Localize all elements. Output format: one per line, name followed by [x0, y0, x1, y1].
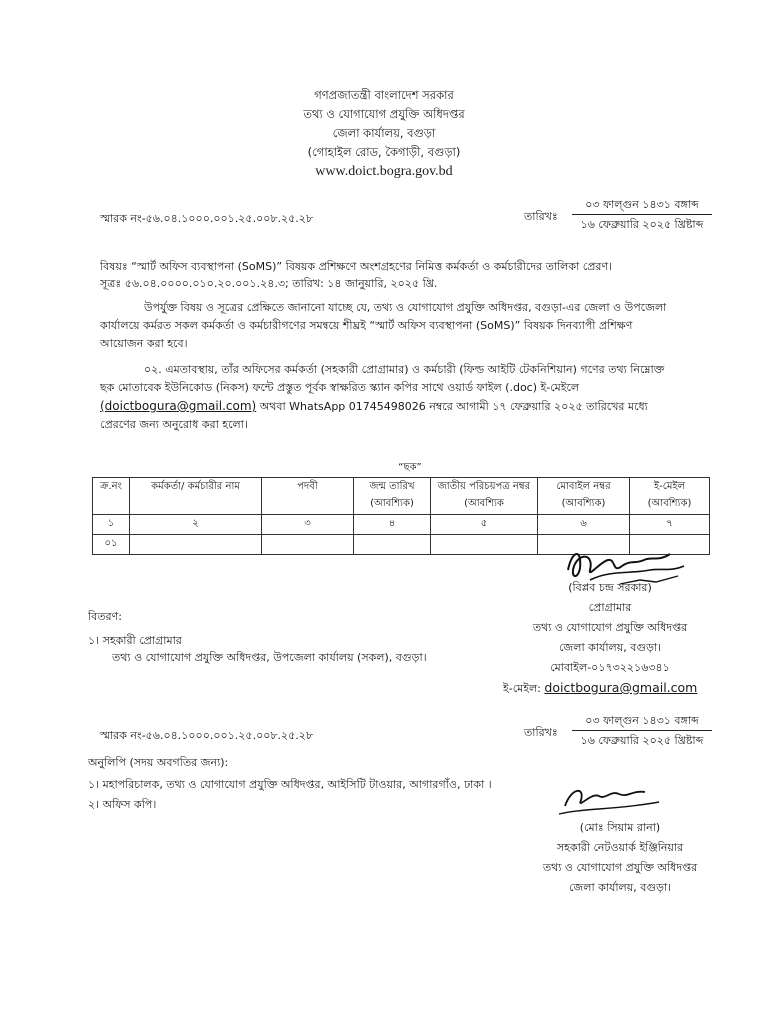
copy-item-1: ১। মহাপরিচালক, তথ্য ও যোগাযোগ প্রযুক্তি অধিদপ্তর, আইসিটি টাওয়ার, আগারগাঁও, ঢাকা ।	[88, 778, 492, 791]
header-serial: ক্র.নং	[93, 478, 130, 515]
table-cell: ০১	[93, 535, 130, 555]
signer1-mobile: মোবাইল-০১৭৩২২১৬৩৪১	[550, 661, 670, 674]
number-cell: ১	[93, 515, 130, 535]
date-english: ১৬ ফেব্রুয়ারি ২০২৫ খ্রিষ্টাব্দ	[580, 218, 704, 231]
para2-line3	[100, 397, 720, 416]
signature-block-1	[520, 578, 700, 678]
number-cell: ৪	[354, 515, 431, 535]
department-title: তথ্য ও যোগাযোগ প্রযুক্তি অধিদপ্তর	[303, 107, 465, 121]
body-paragraph-2	[100, 361, 720, 434]
table-cell	[262, 535, 354, 555]
memo-number: স্মারক নং-৫৬.০৪.১০০০.০০১.২৫.০০৮.২৫.২৮	[100, 212, 314, 225]
para1-line3: আয়োজন করা হবে।	[100, 337, 188, 350]
memo2-date-divider	[572, 730, 712, 731]
office-address: (গোহাইল রোড, কৈগাড়ী, বগুড়া)	[307, 145, 461, 159]
number-cell: ২	[130, 515, 262, 535]
para1-line1: উপর্যুক্ত বিষয় ও সূত্রের প্রেক্ষিতে জানানো যাচ্ছে যে, তথ্য ও যোগাযোগ প্রযুক্তি অধিদপ্তর, বগুড়া-এর জেলা ও উপজেলা	[144, 301, 667, 314]
distribution-title: বিতরণ:	[88, 610, 122, 623]
date-divider	[572, 214, 712, 215]
table-caption: “ছক”	[398, 462, 422, 473]
signer2-name: (মোঃ সিয়াম রানা)	[579, 821, 661, 834]
signer1-email-label: ই-মেইল:	[503, 682, 545, 695]
signer2-office1: তথ্য ও যোগাযোগ প্রযুক্তি অধিদপ্তর	[542, 861, 698, 874]
number-cell: ৩	[262, 515, 354, 535]
memo2-date-box	[572, 712, 712, 749]
signature-image-2	[555, 778, 665, 820]
number-cell: ৭	[630, 515, 710, 535]
date-bangla: ০৩ ফাল্গুন ১৪৩১ বঙ্গাব্দ	[585, 198, 699, 211]
website-link[interactable]: www.doict.bogra.gov.bd	[315, 164, 453, 179]
para2-line1: ০২. এমতাবস্থায়, তাঁর অফিসের কর্মকর্তা (সহকারী প্রোগ্রামার) ও কর্মচারী (ফিল্ড আইটি টেকনিশিয়ান) গণের তথ্য নিম্নোক্ত	[144, 363, 665, 376]
table-header-row	[93, 478, 710, 515]
gov-title: গণপ্রজাতন্ত্রী বাংলাদেশ সরকার	[314, 88, 454, 102]
office-title: জেলা কার্যালয়, বগুড়া	[332, 126, 436, 140]
header-nid: জাতীয় পরিচয়পত্র নম্বর (আবশ্যিক	[431, 478, 538, 515]
body-paragraph-1	[100, 299, 720, 353]
copy-title: অনুলিপি (সদয় অবগতির জন্য):	[88, 756, 229, 769]
table-cell	[431, 535, 538, 555]
header-designation: পদবী	[262, 478, 354, 515]
memo2-date-bangla: ০৩ ফাল্গুন ১৪৩১ বঙ্গাব্দ	[585, 714, 699, 727]
header-birthdate: জন্ম তারিখ (আবশ্যিক)	[354, 478, 431, 515]
memo2-date-label: তারিখঃ	[524, 726, 558, 739]
memo2-date-english: ১৬ ফেব্রুয়ারি ২০২৫ খ্রিষ্টাব্দ	[580, 734, 704, 747]
signer1-name: (বিপ্লব চন্দ্র সরকার)	[568, 581, 652, 594]
table-cell	[354, 535, 431, 555]
reference-line: সূত্রঃ ৫৬.০৪.০০০০.০১০.২০.০০১.২৪.৩; তারিখ: ১৪ জানুয়ারি, ২০২৫ খ্রি.	[100, 277, 438, 290]
distribution-item-1-sub: তথ্য ও যোগাযোগ প্রযুক্তি অধিদপ্তর, উপজেলা কার্যালয় (সকল), বগুড়া।	[112, 651, 427, 664]
table-number-row	[93, 515, 710, 535]
memo2-number: স্মারক নং-৫৬.০৪.১০০০.০০১.২৫.০০৮.২৫.২৮	[100, 729, 314, 742]
copy-item-2: ২। অফিস কপি।	[88, 798, 157, 811]
signer2-office2: জেলা কার্যালয়, বগুড়া।	[568, 881, 672, 894]
subject-line: বিষয়ঃ “স্মার্ট অফিস ব্যবস্থাপনা (SoMS)” বিষয়ক প্রশিক্ষণে অংশগ্রহণের নিমিত্ত কর্মকর্তা ও কর্মচারীদের তালিকা প্রেরণ।	[100, 260, 613, 273]
header-mobile: মোবাইল নম্বর (আবশ্যিক)	[538, 478, 630, 515]
signature-block-2	[520, 818, 720, 898]
table-cell	[130, 535, 262, 555]
letterhead	[0, 86, 768, 181]
signer1-office2: জেলা কার্যালয়, বগুড়া।	[558, 641, 662, 654]
header-name: কর্মকর্তা/ কর্মচারীর নাম	[130, 478, 262, 515]
number-cell: ৬	[538, 515, 630, 535]
distribution-item-1: ১। সহকারী প্রোগ্রামার	[88, 634, 182, 647]
header-email: ই-মেইল (আবশ্যিক)	[630, 478, 710, 515]
signer2-designation: সহকারী নেটওয়ার্ক ইঞ্জিনিয়ার	[556, 841, 684, 854]
date-box	[572, 196, 712, 233]
para2-line4: প্রেরণের জন্য অনুরোধ করা হলো।	[100, 418, 248, 431]
signer1-email-link[interactable]: doictbogura@gmail.com	[544, 680, 698, 695]
para2-line3-rest: অথবা WhatsApp 01745498026 নম্বরে আগামী ১৭ ফেব্রুয়ারি ২০২৫ তারিখের মধ্যে	[256, 400, 648, 413]
para2-line2: ছক মোতাবেক ইউনিকোড (নিকস) ফন্টে প্রস্তুত পূর্বক স্বাক্ষরিত স্ক্যান কপির সাথে ওয়ার্ড ফাইল (.doc) ই-মেইলে	[100, 381, 580, 394]
signer1-designation: প্রোগ্রামার	[588, 601, 632, 614]
number-cell: ৫	[431, 515, 538, 535]
email-link[interactable]: (doictbogura@gmail.com)	[100, 399, 257, 413]
signer1-office1: তথ্য ও যোগাযোগ প্রযুক্তি অধিদপ্তর	[532, 621, 688, 634]
signer1-email-row	[503, 680, 697, 699]
date-label: তারিখঃ	[524, 210, 558, 223]
para1-line2: কার্যালয়ে কর্মরত সকল কর্মকর্তা ও কর্মচারীগণের সমন্বয়ে শীঘ্রই “স্মার্ট অফিস ব্যবস্থাপনা (SoMS)” বিষয়ক দিনব্যাপী প্রশিক্ষণ	[100, 319, 633, 332]
